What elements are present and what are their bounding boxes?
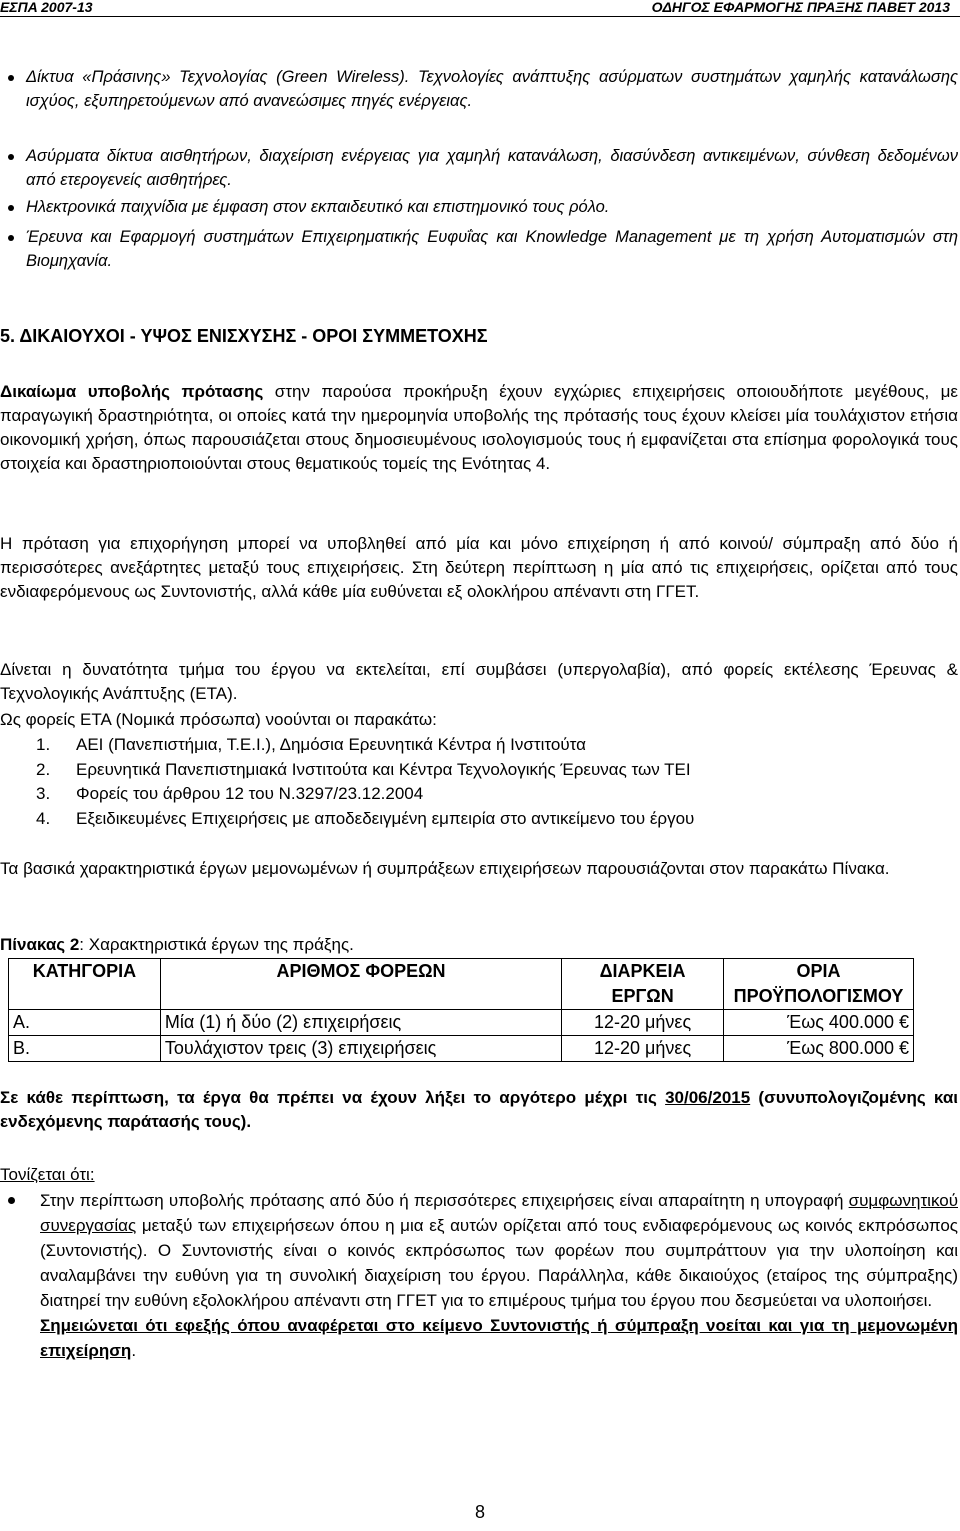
paragraph-submission: Η πρόταση για επιχορήγηση μπορεί να υποβληθεί από μία και μόνο επιχείρηση ή από κοινού/ σύμπραξη από δύο ή περισσότερες ανεξάρτητες μεταξύ τους επιχειρήσεις. Στη δεύτερη περίπτωση η μία από τις επιχειρήσεις, ορίζεται από τους ενδιαφερόμενους ως Συντονιστής, αλλά κάθε μία ευθύνεται εξ ολοκλήρου απέναντι στη ΓΓΕΤ. [0, 534, 958, 601]
table-header-cell: ΔΙΑΡΚΕΙΑ ΕΡΓΩΝ [562, 959, 724, 1010]
note-label: Τονίζεται ότι: [0, 1165, 95, 1184]
bullet-item: Δίκτυα «Πράσινης» Τεχνολογίας (Green Wireless). Τεχνολογίες ανάπτυξης ασύρματων συστημάτων χαμηλής κατανάλωσης ισχύος, εξυπηρετούμενων από ανανεώσιμες πηγές ενέργειας. [26, 66, 958, 113]
list-item: 1. ΑΕΙ (Πανεπιστήμια, Τ.Ε.Ι.), Δημόσια Ερευνητικά Κέντρα ή Ινστιτούτα [36, 735, 586, 754]
note-bullet: Στην περίπτωση υποβολής πρότασης από δύο ή περισσότερες επιχειρήσεις είναι απαραίτητη η υπογραφή συμφωνητικού συνεργασίας μεταξύ των επιχειρήσεων όπου η μια εξ αυτών ορίζεται από τους ενδιαφερόμενους ως κοινός εκπρόσωπος (Συντονιστής). Ο Συντονιστής είναι ο κοινός εκπρόσωπος των φορέων που συμπράττουν για την υλοποίηση και αναλαμβάνει την ευθύνη για τη συνολική διαχείριση του έργου. Παράλληλα, κάθε δικαιούχος (εταίρος της σύμπραξης) διατηρεί την ευθύνη εξολοκλήρου απέναντι στη ΓΓΕΤ για το επιμέρους τμήμα του έργου που δεσμεύεται να υλοποιήσει. Σημειώνεται ότι εφεξής όπου αναφέρεται στο κείμενο Συντονιστής ή σύμπραξη νοείται και για τη μεμονωμένη επιχείρηση. [40, 1188, 958, 1363]
bullet-dot-icon [8, 75, 14, 81]
table-header-cell: ΟΡΙΑ ΠΡΟΫΠΟΛΟΓΙΣΜΟΥ [724, 959, 914, 1010]
bullet-dot-icon [8, 205, 14, 211]
table-cell: Β. [9, 1036, 161, 1062]
table-caption: Πίνακας 2: Χαρακτηριστικά έργων της πράξης. [0, 935, 354, 954]
table-cell: 12-20 μήνες [562, 1036, 724, 1062]
table-cell: Έως 400.000 € [724, 1010, 914, 1036]
list-item: 2. Ερευνητικά Πανεπιστημιακά Ινστιτούτα και Κέντρα Τεχνολογικής Έρευνας των ΤΕΙ [36, 759, 691, 779]
bullet-dot-icon [8, 235, 14, 241]
deadline-statement: Σε κάθε περίπτωση, τα έργα θα πρέπει να έχουν λήξει το αργότερο μέχρι τις 30/06/2015 (συνυπολογιζομένης και ενδεχόμενης παράτασής τους). [0, 1088, 958, 1131]
bullet-item: Ασύρματα δίκτυα αισθητήρων, διαχείριση ενέργειας για χαμηλή κατανάλωση, διασύνδεση αντικειμένων, σύνθεση δεδομένων από ετερογενείς αισθητήρες. [26, 145, 958, 192]
section-heading: 5. ΔΙΚΑΙΟΥΧΟΙ - ΥΨΟΣ ΕΝΙΣΧΥΣΗΣ - ΟΡΟΙ ΣΥΜΜΕΤΟΧΗΣ [0, 326, 488, 346]
bullet-item: Έρευνα και Εφαρμογή συστημάτων Επιχειρηματικής Ευφυΐας και Knowledge Management με τη χρήση Αυτοματισμών στη Βιομηχανία. [26, 226, 958, 273]
characteristics-table [8, 958, 914, 1062]
table-row [9, 1036, 914, 1062]
paragraph-eta-intro: Ως φορείς ΕΤΑ (Νομικά πρόσωπα) νοούνται οι παρακάτω: [0, 710, 437, 729]
paragraph-subcontract: Δίνεται η δυνατότητα τμήμα του έργου να εκτελείται, επί συμβάσει (υπεργολαβία), από φορείς εκτέλεσης Έρευνας & Τεχνολογικής Ανάπτυξης (ΕΤΑ). [0, 660, 958, 703]
header-rule [0, 16, 960, 17]
list-item: 4. Εξειδικευμένες Επιχειρήσεις με αποδεδειγμένη εμπειρία στο αντικείμενο του έργου [36, 808, 695, 828]
paragraph-table-intro: Τα βασικά χαρακτηριστικά έργων μεμονωμένων ή συμπράξεων επιχειρήσεων παρουσιάζονται στον παρακάτω Πίνακα. [0, 859, 890, 878]
eta-list [36, 733, 694, 831]
table-header-cell: ΑΡΙΘΜΟΣ ΦΟΡΕΩΝ [160, 959, 561, 1010]
page-number: 8 [474, 1502, 485, 1522]
table-header-cell: ΚΑΤΗΓΟΡΙΑ [9, 959, 161, 1010]
bullet-item: Ηλεκτρονικά παιχνίδια με έμφαση στον εκπαιδευτικό και επιστημονικό τους ρόλο. [26, 196, 958, 220]
header-left: ΕΣΠΑ 2007-13 [0, 0, 93, 15]
bullet-dot-icon [8, 1197, 15, 1204]
table-cell: Μία (1) ή δύο (2) επιχειρήσεις [160, 1010, 561, 1036]
table-cell: 12-20 μήνες [562, 1010, 724, 1036]
table-header-row [9, 959, 914, 1010]
table-row [9, 1010, 914, 1036]
page-header [0, 0, 960, 16]
table-cell: Α. [9, 1010, 161, 1036]
list-item: 3. Φορείς του άρθρου 12 του Ν.3297/23.12.2004 [36, 784, 424, 803]
table-cell: Τουλάχιστον τρεις (3) επιχειρήσεις [160, 1036, 561, 1062]
paragraph-eligibility: Δικαίωμα υποβολής πρότασης στην παρούσα προκήρυξη έχουν εγχώριες επιχειρήσεις οποιουδήποτε μεγέθους, με παραγωγική δραστηριότητα, οι οποίες κατά την ημερομηνία υποβολής της πρότασής τους έχουν κλείσει μία τουλάχιστον ετήσια οικονομική χρήση, όπως παρουσιάζεται στους δημοσιευμένους ισολογισμούς τους ή εμφανίζεται στα επίσημα φορολογικά τους στοιχεία και δραστηριοποιούνται στους θεματικούς τομείς της Ενότητας 4. [0, 382, 959, 473]
header-right: ΟΔΗΓΟΣ ΕΦΑΡΜΟΓΗΣ ΠΡΑΞΗΣ ΠΑΒΕΤ 2013 [651, 0, 950, 15]
table-cell: Έως 800.000 € [724, 1036, 914, 1062]
bullet-dot-icon [8, 154, 14, 160]
